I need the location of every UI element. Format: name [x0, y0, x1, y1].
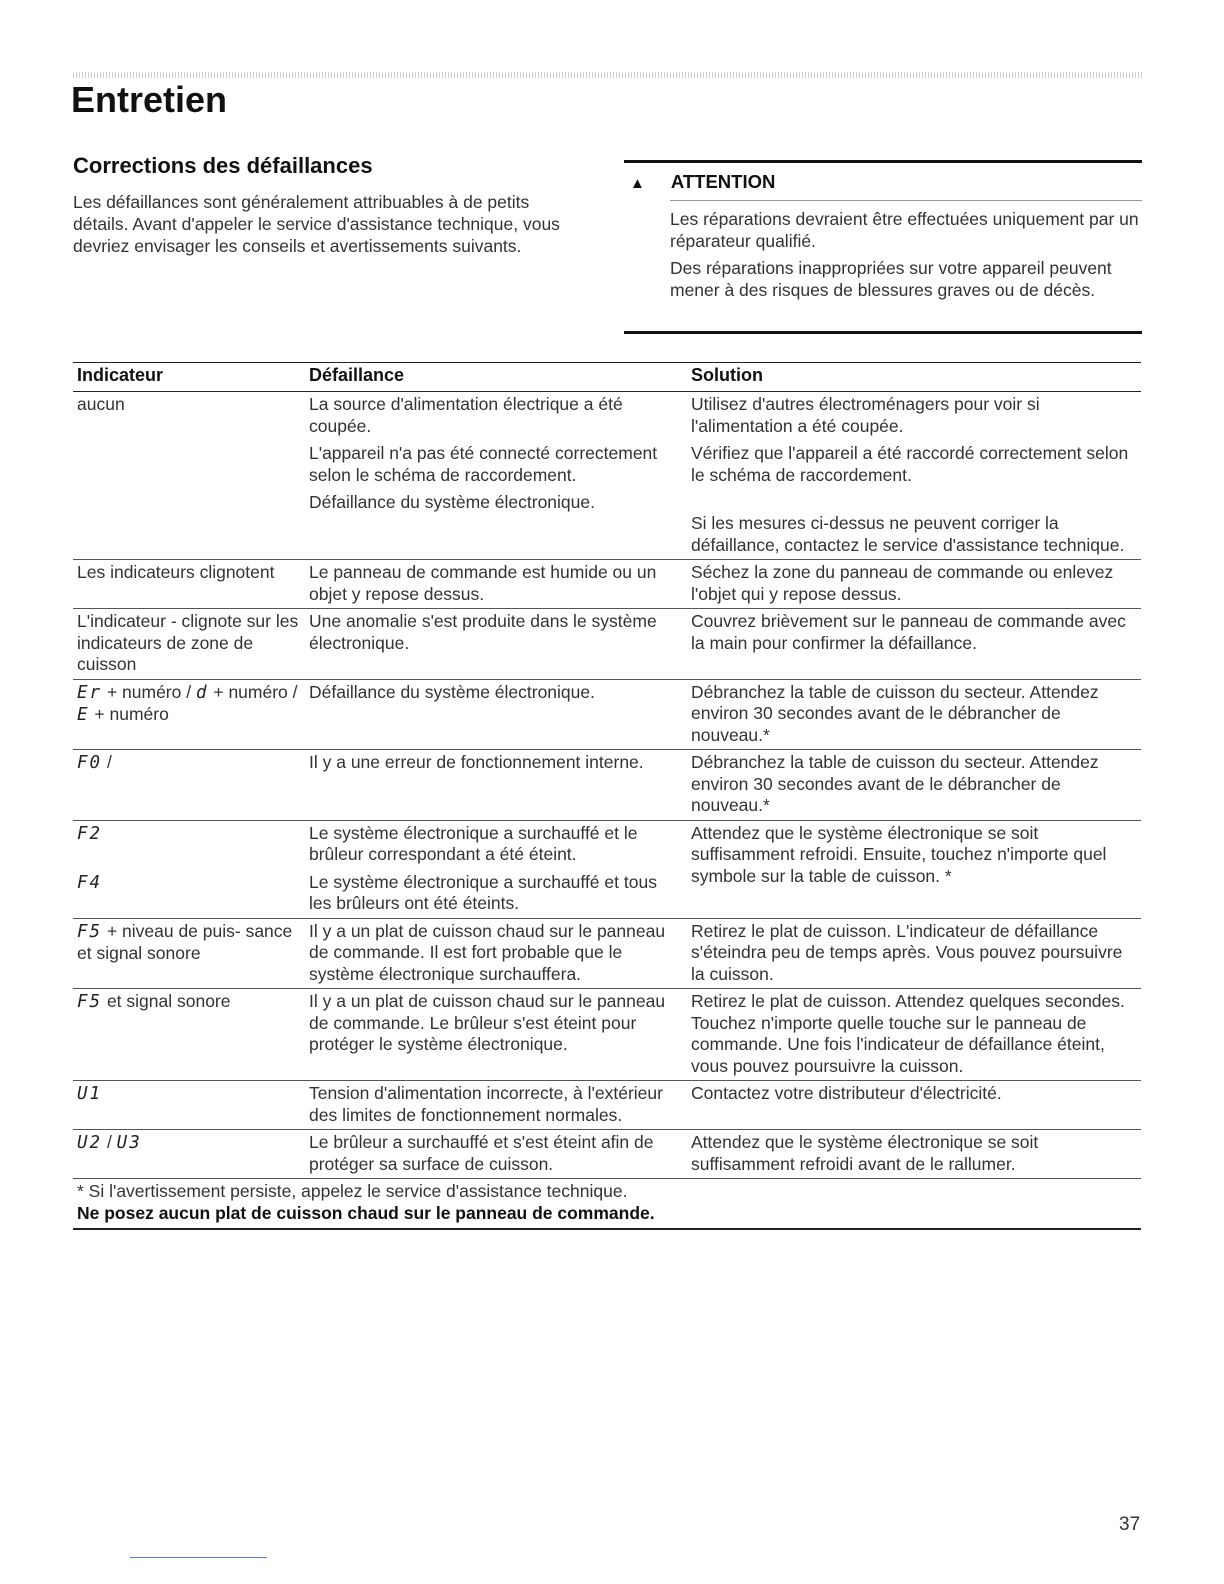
- footnote: [73, 1179, 1141, 1229]
- header-fault: Défaillance: [305, 363, 687, 392]
- fault-text: L'appareil n'a pas été connecté correctement selon le schéma de raccordement.: [309, 443, 658, 485]
- indicator-cell: L'indicateur - clignote sur les indicateurs de zone de cuisson: [73, 609, 305, 680]
- indicator-cell: Les indicateurs clignotent: [73, 560, 305, 609]
- fault-text: Défaillance du système électronique.: [309, 492, 595, 512]
- fault-cell: Défaillance du système électronique.: [305, 679, 687, 750]
- table-row: [73, 918, 1141, 989]
- indicator-cell: [73, 820, 305, 918]
- solution-cell: Couvrez brièvement sur le panneau de commande avec la main pour confirmer la défaillance.: [687, 609, 1141, 680]
- attention-box: [624, 160, 1142, 334]
- attention-heading: [630, 171, 775, 193]
- table-row: [73, 679, 1141, 750]
- page-number: 37: [1119, 1514, 1141, 1535]
- hot-pan-warning: Ne posez aucun plat de cuisson chaud sur le panneau de commande.: [77, 1202, 655, 1223]
- page-title: Entretien: [71, 79, 228, 120]
- indicator-line: [77, 823, 301, 846]
- segment-code: F4: [77, 873, 103, 893]
- fault-cell: Une anomalie s'est produite dans le système électronique.: [305, 609, 687, 680]
- table-row: [73, 392, 1141, 560]
- footnote-text: * Si l'avertissement persiste, appelez le service d'assistance technique.: [77, 1181, 628, 1201]
- segment-code: U1: [77, 1084, 103, 1104]
- solution-cell: Contactez votre distributeur d'électricité.: [687, 1081, 1141, 1130]
- solution-cell: Attendez que le système électronique se soit suffisamment refroidi avant de le rallumer.: [687, 1130, 1141, 1179]
- table-row: [73, 1130, 1141, 1179]
- table-bottom-rule: [73, 1228, 1141, 1229]
- attention-divider: [670, 200, 1142, 201]
- header-solution: Solution: [687, 363, 1141, 392]
- solution-cell: Débranchez la table de cuisson du secteur. Attendez environ 30 secondes avant de le débrancher de nouveau.*: [687, 750, 1141, 821]
- indicator-text: + numéro /: [102, 681, 196, 702]
- section-intro: Les défaillances sont généralement attribuables à de petits détails. Avant d'appeler le service d'assistance technique, vous devriez envisager les conseils et avertissements suivants.: [73, 192, 560, 256]
- indicator-text: et signal sonore: [102, 991, 231, 1011]
- indicator-line: [77, 872, 301, 895]
- indicator-cell: aucun: [77, 394, 125, 414]
- solution-cell: Retirez le plat de cuisson. L'indicateur de défaillance s'éteindra peu de temps après. Vous pouvez poursuivre la cuisson.: [687, 918, 1141, 989]
- indicator-cell: [73, 918, 305, 989]
- section-title: Corrections des défaillances: [73, 153, 373, 178]
- segment-code: F5: [77, 921, 103, 942]
- header-indicator: Indicateur: [73, 363, 305, 392]
- fault-text: La source d'alimentation électrique a été coupée.: [309, 394, 623, 436]
- segment-code: E: [77, 705, 90, 725]
- solution-text: Si les mesures ci-dessus ne peuvent corriger la défaillance, contactez le service d'assistance technique.: [691, 513, 1125, 555]
- fault-cell: Il y a un plat de cuisson chaud sur le panneau de commande. Il est fort probable que le système électronique surchauffera.: [305, 918, 687, 989]
- solution-text: Utilisez d'autres électroménagers pour voir si l'alimentation a été coupée.: [691, 394, 1040, 436]
- footnote-row: [73, 1179, 1141, 1229]
- segment-code: d: [195, 682, 209, 703]
- indicator-text: /: [102, 752, 112, 772]
- segment-code: U3: [116, 1133, 142, 1153]
- attention-paragraph-1: Les réparations devraient être effectuées uniquement par un réparateur qualifié.: [670, 209, 1139, 251]
- indicator-cell: [73, 989, 305, 1081]
- fault-cell: Tension d'alimentation incorrecte, à l'extérieur des limites de fonctionnement normales.: [305, 1081, 687, 1130]
- table-row: [73, 609, 1141, 680]
- fault-cell: Le brûleur a surchauffé et s'est éteint afin de protéger sa surface de cuisson.: [305, 1130, 687, 1179]
- indicator-text: + numéro /: [208, 681, 298, 702]
- segment-code: F5: [77, 992, 103, 1012]
- indicator-text: + niveau de puis- sance et signal sonore: [77, 920, 293, 963]
- solution-cell: Attendez que le système électronique se soit suffisamment refroidi. Ensuite, touchez n'importe quel symbole sur la table de cuisson. *: [687, 820, 1141, 918]
- solution-text: Vérifiez que l'appareil a été raccordé correctement selon le schéma de raccordement.: [691, 443, 1129, 485]
- indicator-cell: [73, 679, 305, 750]
- fault-cell: Le panneau de commande est humide ou un objet y repose dessus.: [305, 560, 687, 609]
- header-decorative-rule: [73, 72, 1142, 78]
- table-row: [73, 560, 1141, 609]
- table-row: [73, 820, 1141, 918]
- indicator-cell: [73, 1081, 305, 1130]
- indicator-cell: [73, 1130, 305, 1179]
- attention-label: ATTENTION: [670, 171, 776, 192]
- solution-cell: Séchez la zone du panneau de commande ou enlevez l'objet qui y repose dessus.: [687, 560, 1141, 609]
- segment-code: Er: [77, 682, 103, 703]
- indicator-text: + numéro: [89, 704, 169, 724]
- fault-cell: [305, 820, 687, 918]
- fault-text: Le système électronique a surchauffé et le brûleur correspondant a été éteint.: [309, 822, 638, 864]
- fault-cell: [305, 392, 687, 560]
- indicator-cell: [73, 750, 305, 821]
- footer-link-rule: [130, 1557, 267, 1558]
- attention-paragraph-2: Des réparations inappropriées sur votre appareil peuvent mener à des risques de blessures graves ou de décès.: [670, 258, 1112, 300]
- table-row: [73, 750, 1141, 821]
- segment-code: U2: [77, 1133, 103, 1153]
- table-row: [73, 1081, 1141, 1130]
- segment-code: F2: [77, 823, 103, 844]
- fault-text: Le système électronique a surchauffé et tous les brûleurs ont été éteints.: [309, 871, 657, 913]
- segment-code: F0: [77, 753, 103, 773]
- solution-cell: Retirez le plat de cuisson. Attendez quelques secondes. Touchez n'importe quelle touche sur le panneau de commande. Une fois l'indicateur de défaillance éteint, vous pouvez poursuivre la cuisson.: [687, 989, 1141, 1081]
- table-row: [73, 989, 1141, 1081]
- table-header-row: [73, 363, 1141, 392]
- solution-cell: [687, 392, 1141, 560]
- table-end-row: [73, 1228, 1141, 1229]
- indicator-text: /: [102, 1132, 117, 1152]
- troubleshooting-table: [73, 362, 1141, 1230]
- fault-cell: Il y a une erreur de fonctionnement interne.: [305, 750, 687, 821]
- solution-cell: Débranchez la table de cuisson du secteur. Attendez environ 30 secondes avant de le débrancher de nouveau.*: [687, 679, 1141, 750]
- warning-triangle-icon: ▲: [630, 175, 645, 192]
- fault-cell: Il y a un plat de cuisson chaud sur le panneau de commande. Le brûleur s'est éteint pour protéger le système électronique.: [305, 989, 687, 1081]
